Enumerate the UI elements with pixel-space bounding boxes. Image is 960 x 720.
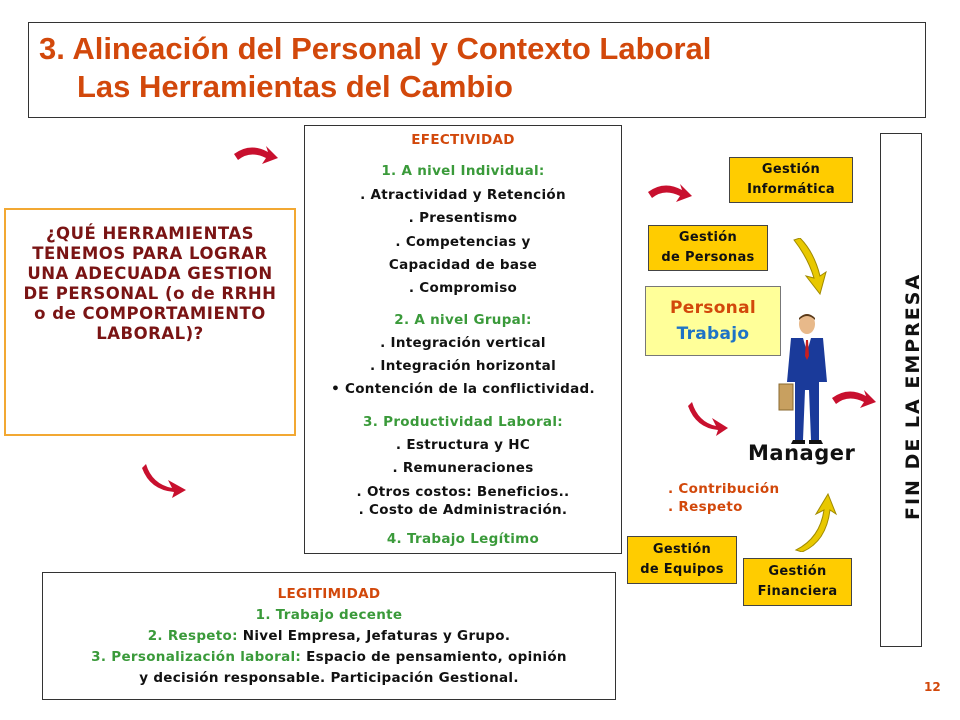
question-text: ¿QUÉ HERRAMIENTAS TENEMOS PARA LOGRAR UNA ADECUADA GESTION DE PERSONAL (o de RRHH o de COMPORTAMIENTO LABORAL)?: [23, 224, 277, 343]
gestion-financiera-line2: Financiera: [757, 584, 838, 599]
gestion-informatica-box: [729, 157, 853, 203]
gestion-equipos-line2: de Equipos: [640, 562, 724, 577]
legitimidad-item-3-label: 3. Personalización laboral:: [91, 649, 307, 665]
individual-item: . Competencias y: [395, 234, 531, 250]
individual-item: . Presentismo: [408, 210, 518, 226]
productividad-item: . Otros costos: Beneficios..: [356, 484, 570, 500]
personal-trabajo-box: [645, 286, 781, 356]
individual-item: Capacidad de base: [388, 257, 538, 273]
slide-title-line2: Las Herramientas del Cambio: [77, 69, 513, 104]
legitimidad-box: [42, 572, 616, 700]
trabajo-legitimo: 4. Trabajo Legítimo: [386, 531, 540, 547]
legitimidad-item-3-text: Espacio de pensamiento, opinión: [306, 649, 567, 665]
fin-empresa-text: FIN DE LA EMPRESA: [902, 272, 924, 520]
grupal-item: . Integración vertical: [380, 335, 546, 351]
curved-arrow-icon: [830, 384, 878, 416]
gestion-financiera-box: [743, 558, 852, 606]
curved-arrow-icon: [688, 400, 732, 438]
individual-heading: 1. A nivel Individual:: [381, 163, 545, 179]
grupal-heading: 2. A nivel Grupal:: [394, 312, 532, 328]
manager-figure-icon: [775, 312, 837, 444]
productividad-heading: 3. Productividad Laboral:: [363, 414, 563, 430]
productividad-item: . Costo de Administración.: [358, 502, 568, 518]
curved-arrow-yellow-icon: [790, 238, 830, 296]
individual-item: . Compromiso: [408, 280, 518, 296]
gestion-personas-line1: Gestión: [678, 230, 738, 245]
legitimidad-heading: LEGITIMIDAD: [277, 586, 381, 602]
gestion-informatica-line2: Informática: [747, 182, 835, 197]
gestion-informatica-line1: Gestión: [761, 162, 821, 177]
question-box: [4, 208, 296, 436]
legitimidad-item-2-text: Nivel Empresa, Jefaturas y Grupo.: [242, 628, 511, 644]
gestion-equipos-line1: Gestión: [652, 542, 712, 557]
legitimidad-item-2-label: 2. Respeto:: [147, 628, 243, 644]
slide-title-line1: 3. Alineación del Personal y Contexto Laboral: [39, 31, 712, 66]
legitimidad-item-3: [43, 649, 615, 665]
manager-label: Manager: [748, 441, 856, 465]
efectividad-box: [304, 125, 622, 554]
gestion-financiera-line1: Gestión: [768, 564, 827, 579]
grupal-item: • Contención de la conflictividad.: [331, 381, 595, 397]
gestion-equipos-box: [627, 536, 737, 584]
grupal-item: . Integración horizontal: [369, 358, 557, 374]
legitimidad-item-2: [43, 628, 615, 644]
gestion-personas-box: [648, 225, 768, 271]
efectividad-heading: EFECTIVIDAD: [411, 132, 515, 148]
title-box: [28, 22, 926, 118]
gestion-personas-line2: de Personas: [661, 250, 755, 265]
contribucion-text: . Contribución: [668, 481, 780, 497]
page-number: 12: [924, 680, 941, 694]
curved-arrow-icon: [142, 462, 190, 500]
productividad-item: . Estructura y HC: [395, 437, 531, 453]
respeto-text: . Respeto: [668, 499, 743, 515]
curved-arrow-icon: [646, 178, 694, 210]
fin-empresa-box: [880, 133, 922, 647]
curved-arrow-yellow-icon: [790, 492, 838, 552]
individual-item: . Atractividad y Retención: [360, 187, 566, 203]
legitimidad-item-3-cont: y decisión responsable. Participación Gestional.: [139, 670, 519, 686]
legitimidad-item-1: 1. Trabajo decente: [255, 607, 403, 623]
trabajo-label: Trabajo: [676, 324, 750, 344]
curved-arrow-icon: [232, 140, 280, 172]
productividad-item: . Remuneraciones: [392, 460, 534, 476]
personal-label: Personal: [670, 298, 756, 318]
